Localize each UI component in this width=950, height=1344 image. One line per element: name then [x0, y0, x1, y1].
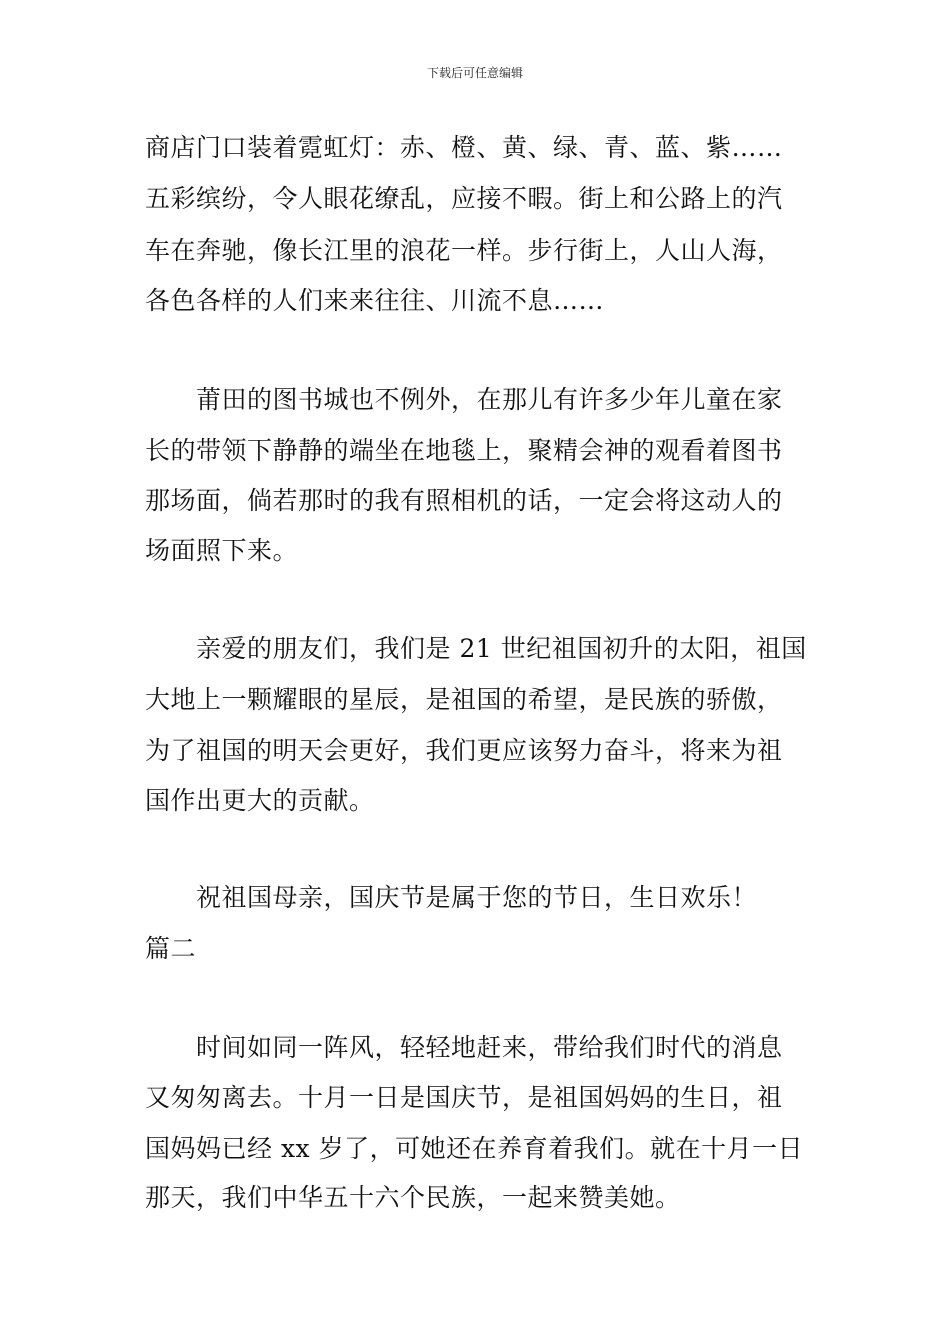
paragraph-line: 为了祖国的明天会更好，我们更应该努力奋斗，将来为祖 [145, 736, 783, 765]
paragraph-line: 车在奔驰，像长江里的浪花一样。步行街上，人山人海， [145, 236, 783, 265]
paragraph-line: 大地上一颗耀眼的星辰，是祖国的希望，是民族的骄傲， [145, 685, 783, 714]
page-header: 下载后可任意编辑 [426, 66, 523, 80]
paragraph-line: 商店门口装着霓虹灯：赤、橙、黄、绿、青、蓝、紫…… [145, 133, 783, 162]
paragraph-line: 莆田的图书城也不例外，在那儿有许多少年儿童在家 [196, 385, 783, 414]
paragraph-line: 五彩缤纷，令人眼花缭乱，应接不暇。街上和公路上的汽 [145, 184, 783, 213]
paragraph-line: 又匆匆离去。十月一日是国庆节，是祖国妈妈的生日，祖 [145, 1083, 783, 1112]
paragraph-line: 那场面，倘若那时的我有照相机的话，一定会将这动人的 [145, 486, 783, 515]
paragraph-line: 国妈妈已经 xx 岁了，可她还在养育着我们。就在十月一日 [145, 1134, 804, 1163]
paragraph-line: 国作出更大的贡献。 [145, 786, 375, 815]
paragraph-line: 亲爱的朋友们，我们是 21 世纪祖国初升的太阳，祖国 [196, 634, 807, 663]
section-heading: 篇二 [145, 934, 197, 963]
paragraph-line: 那天，我们中华五十六个民族，一起来赞美她。 [145, 1183, 681, 1212]
paragraph-line: 祝祖国母亲，国庆节是属于您的节日，生日欢乐！ [196, 883, 758, 912]
paragraph-line: 各色各样的人们来来往往、川流不息…… [145, 286, 605, 315]
paragraph-line: 时间如同一阵风，轻轻地赶来，带给我们时代的消息 [196, 1033, 783, 1062]
paragraph-line: 场面照下来。 [145, 536, 299, 565]
paragraph-line: 长的带领下静静的端坐在地毯上，聚精会神的观看着图书 [145, 436, 783, 465]
